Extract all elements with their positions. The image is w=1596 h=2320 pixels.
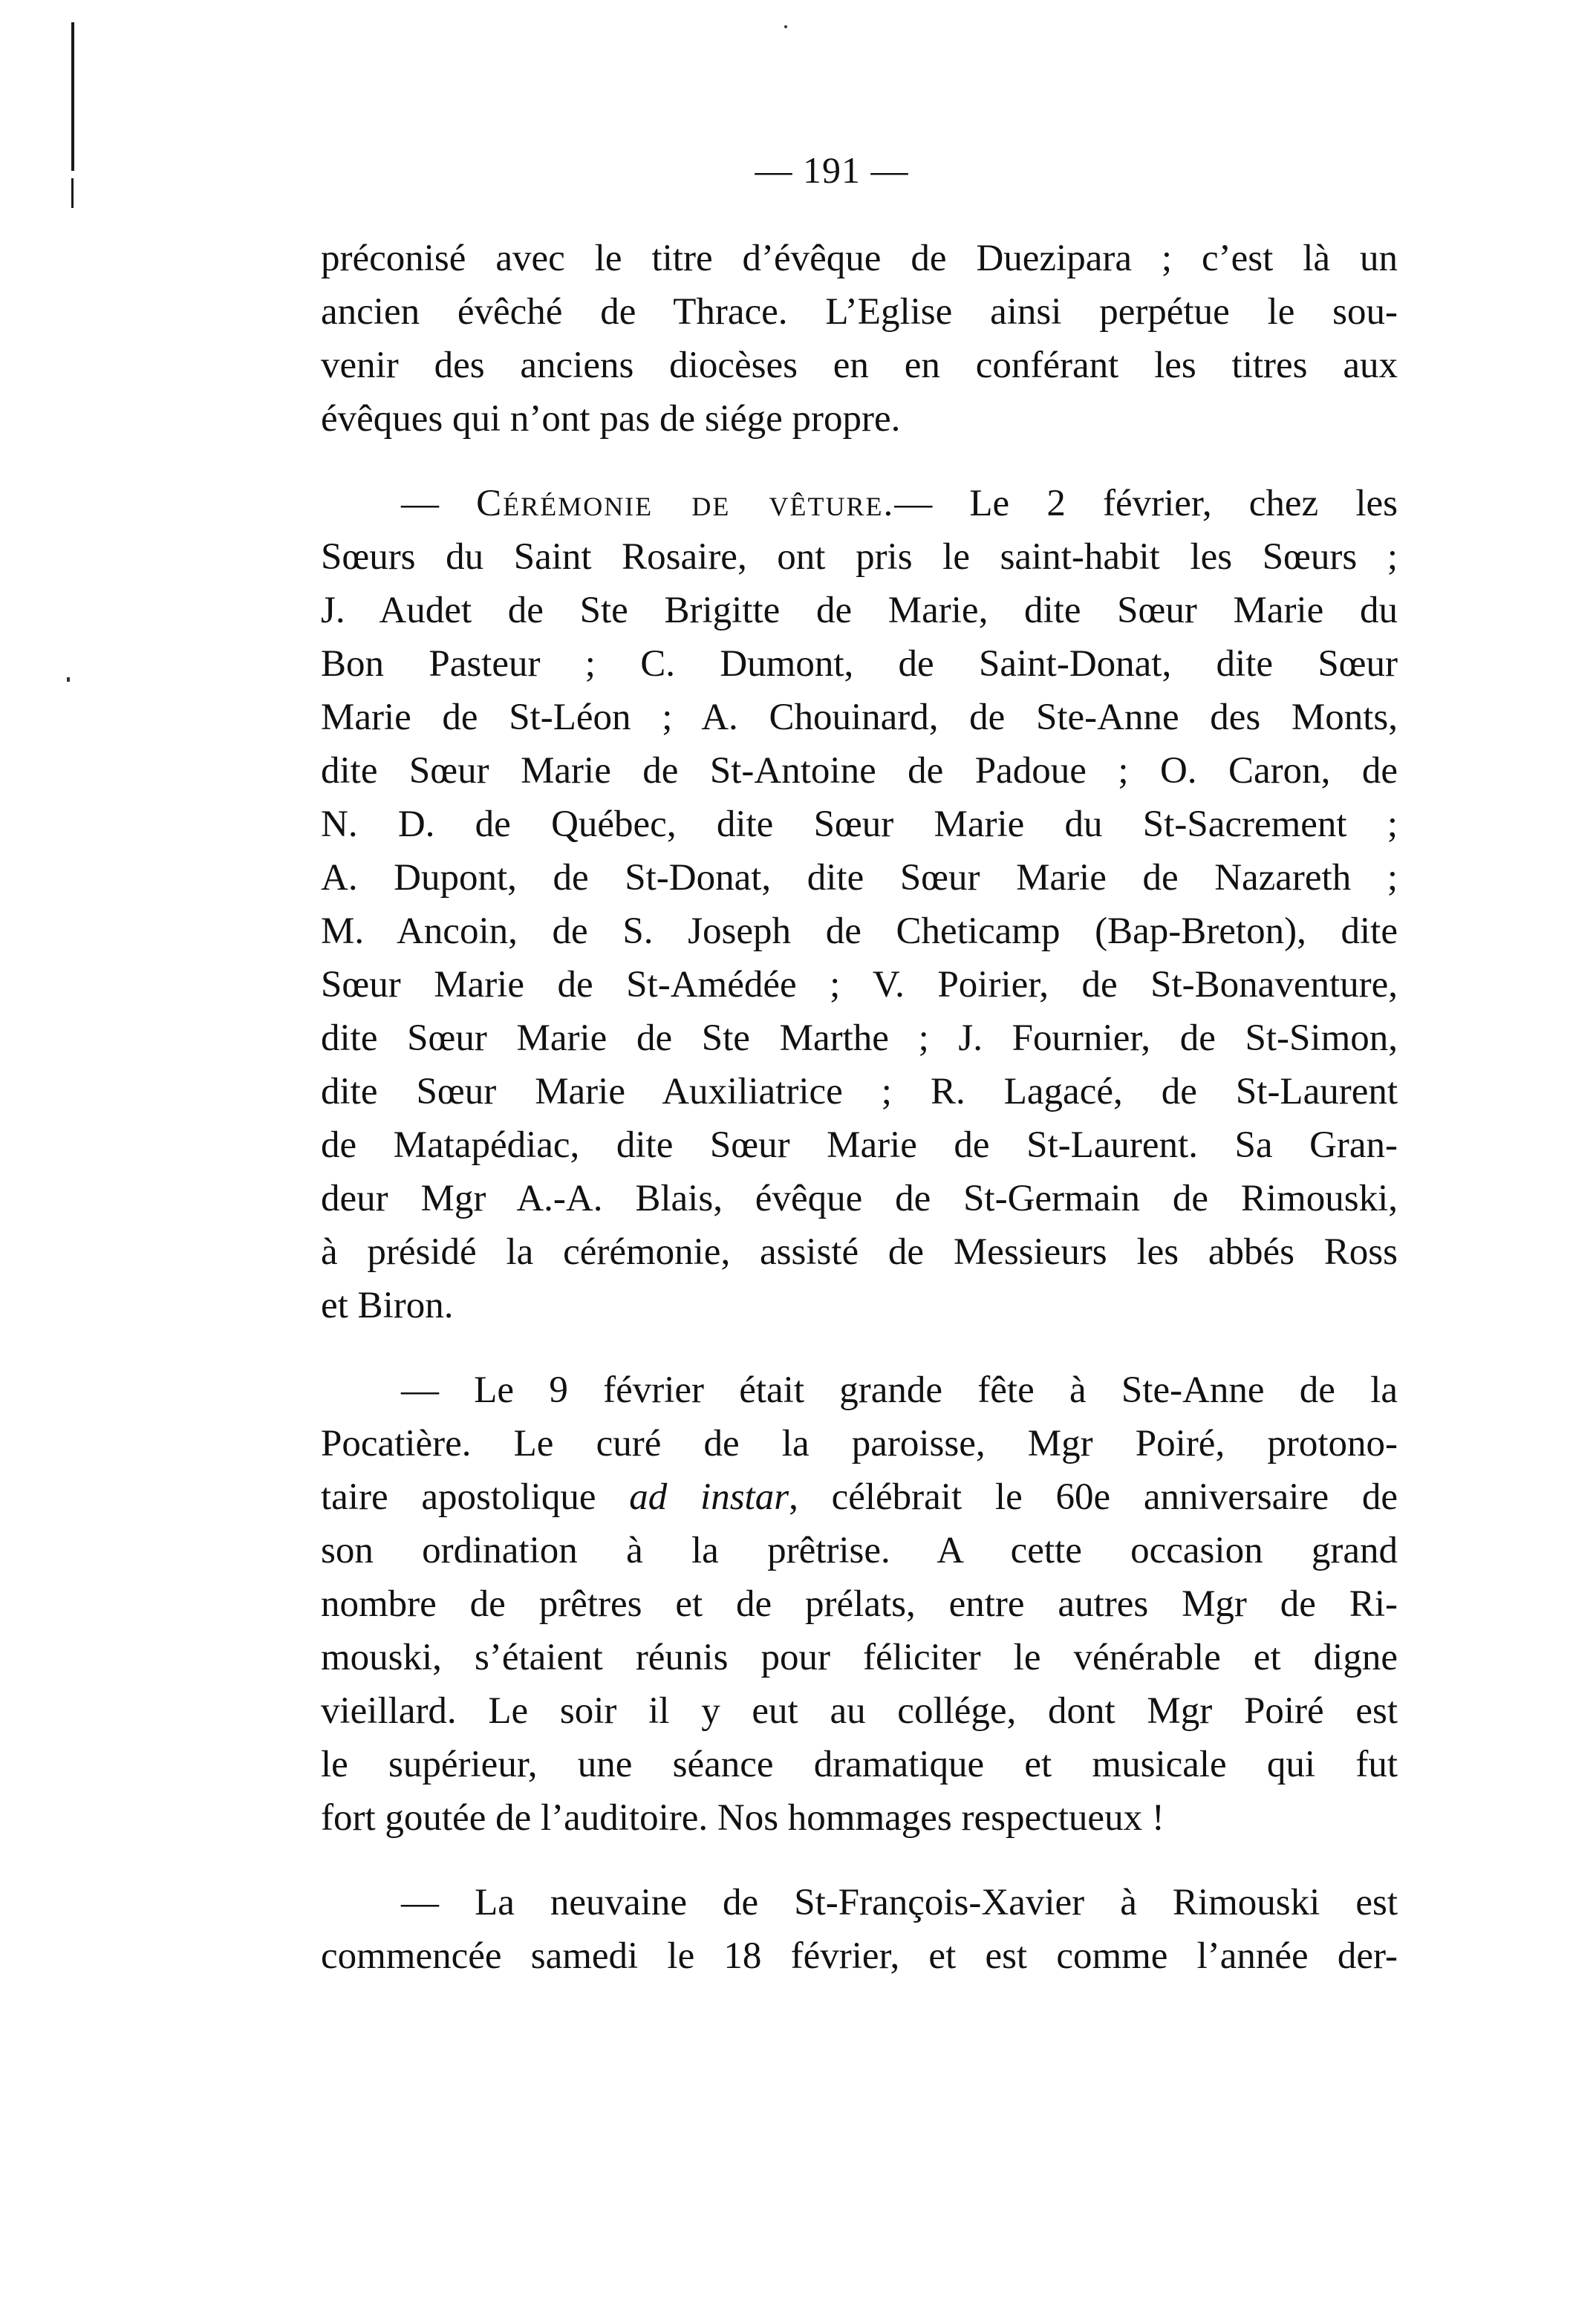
- text-line: dite Sœur Marie de Ste Marthe ; J. Fournier, de St-Simon,: [321, 1017, 1398, 1059]
- text-run: taire apostolique: [321, 1476, 630, 1518]
- page-number: — 191 —: [755, 149, 909, 191]
- paragraph-spacer: [321, 1332, 1398, 1363]
- italic-phrase: ad instar: [629, 1476, 789, 1518]
- text-line: Marie de St-Léon ; A. Chouinard, de Ste-Anne des Monts,: [321, 697, 1398, 738]
- text-line: et Biron.: [321, 1285, 454, 1326]
- paragraph-spacer: [321, 446, 1398, 477]
- text-line: J. Audet de Ste Brigitte de Marie, dite Sœur Marie du: [321, 590, 1398, 631]
- text-line: à présidé la cérémonie, assisté de Messieurs les abbés Ross: [321, 1231, 1398, 1273]
- scan-speck: [784, 25, 787, 28]
- body-text: [321, 232, 1398, 1983]
- text-line: A. Dupont, de St-Donat, dite Sœur Marie de Nazareth ;: [321, 857, 1398, 899]
- paragraph-neuvaine: [321, 1876, 1398, 1983]
- text-line: Sœur Marie de St-Amédée ; V. Poirier, de St-Bonaventure,: [321, 964, 1398, 1006]
- text-line: N. D. de Québec, dite Sœur Marie du St-Sacrement ;: [321, 804, 1398, 845]
- text-line: fort goutée de l’auditoire. Nos hommages respectueux !: [321, 1797, 1165, 1839]
- text-run: — Le 2 février, chez les: [894, 483, 1398, 524]
- paragraph-sainte-anne-fete: [321, 1363, 1398, 1845]
- text-line: deur Mgr A.-A. Blais, évêque de St-Germain de Rimouski,: [321, 1178, 1398, 1219]
- text-line: [321, 477, 1398, 530]
- text-line: évêques qui n’ont pas de siége propre.: [321, 398, 901, 440]
- binding-edge-mark: [71, 178, 74, 208]
- binding-edge-line: [71, 22, 74, 171]
- text-line: préconisé avec le titre d’évêque de Duezipara ; c’est là un: [321, 238, 1398, 279]
- scan-speck: [67, 677, 70, 682]
- text-line: le supérieur, une séance dramatique et musicale qui fut: [321, 1744, 1398, 1785]
- text-line: dite Sœur Marie de St-Antoine de Padoue ; O. Caron, de: [321, 750, 1398, 792]
- paragraph-spacer: [321, 1845, 1398, 1876]
- text-line: M. Ancoin, de S. Joseph de Cheticamp (Bap-Breton), dite: [321, 910, 1398, 952]
- text-line: [321, 1470, 1398, 1524]
- dash: —: [401, 483, 477, 524]
- text-line: de Matapédiac, dite Sœur Marie de St-Laurent. Sa Gran-: [321, 1124, 1398, 1166]
- text-line: venir des anciens diocèses en en conférant les titres aux: [321, 345, 1398, 386]
- paragraph-duezipara: [321, 232, 1398, 446]
- text-line: — La neuvaine de St-François-Xavier à Rimouski est: [401, 1882, 1398, 1923]
- text-line: mouski, s’étaient réunis pour féliciter le vénérable et digne: [321, 1637, 1398, 1678]
- text-line: son ordination à la prêtrise. A cette occasion grand: [321, 1530, 1398, 1571]
- text-line: — Le 9 février était grande fête à Ste-Anne de la: [401, 1369, 1398, 1411]
- text-line: vieillard. Le soir il y eut au collége, dont Mgr Poiré est: [321, 1690, 1398, 1732]
- text-line: ancien évêché de Thrace. L’Eglise ainsi perpétue le sou-: [321, 291, 1398, 333]
- text-line: commencée samedi le 18 février, et est comme l’année der-: [321, 1935, 1398, 1977]
- text-line: nombre de prêtres et de prélats, entre autres Mgr de Ri-: [321, 1583, 1398, 1625]
- text-line: Pocatière. Le curé de la paroisse, Mgr Poiré, protono-: [321, 1423, 1398, 1464]
- section-heading: Cérémonie de vêture.: [476, 483, 895, 524]
- text-line: Sœurs du Saint Rosaire, ont pris le saint-habit les Sœurs ;: [321, 536, 1398, 578]
- paragraph-ceremonie-de-veture: [321, 477, 1398, 1332]
- text-line: dite Sœur Marie Auxiliatrice ; R. Lagacé, de St-Laurent: [321, 1071, 1398, 1112]
- text-line: Bon Pasteur ; C. Dumont, de Saint-Donat, dite Sœur: [321, 643, 1398, 685]
- text-run: , célébrait le 60e anniversaire de: [789, 1476, 1398, 1518]
